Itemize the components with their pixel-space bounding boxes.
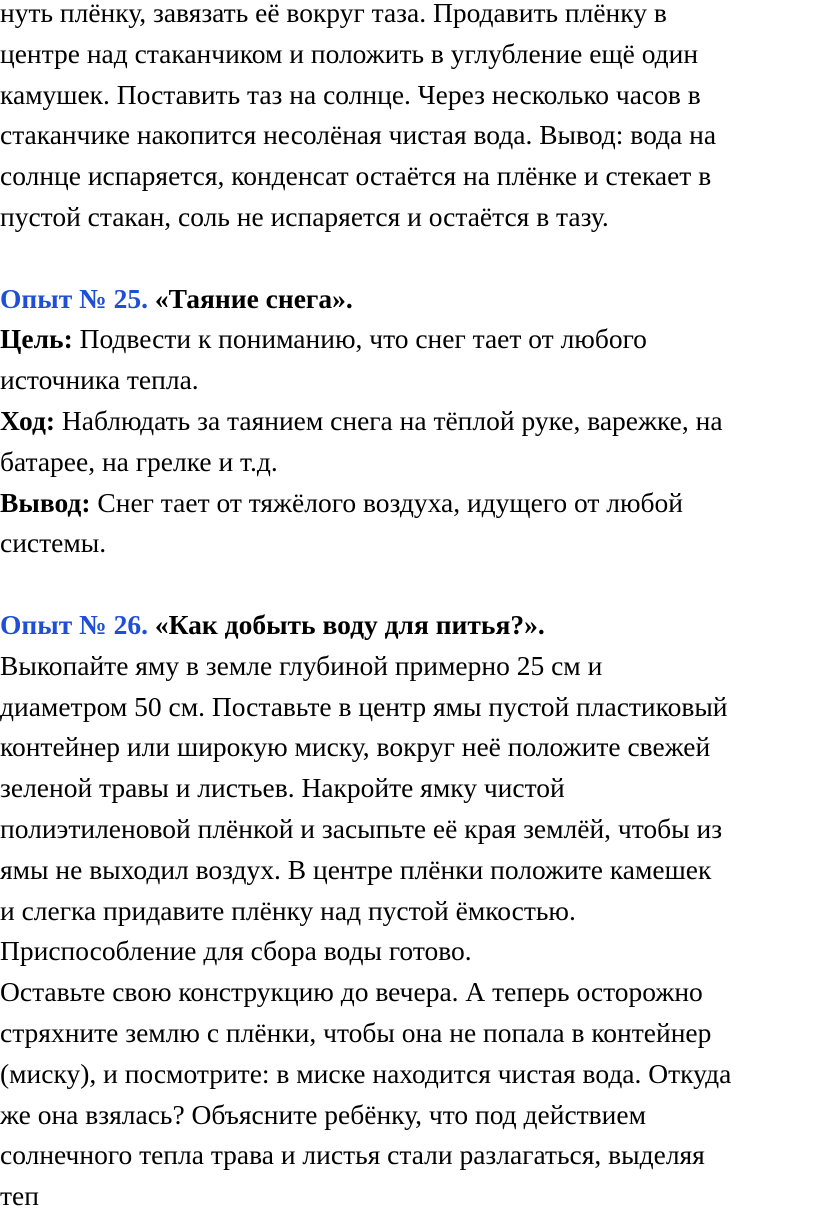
text-line: источника тепла. [0, 364, 199, 396]
paragraph-spacer [0, 238, 816, 279]
text-line: центре над стаканчиком и положить в углубление ещё один [0, 37, 699, 69]
paragraph-spacer [0, 564, 816, 605]
experiment-25-title: «Таяние снега». [154, 282, 353, 314]
experiment-25-process [0, 401, 816, 442]
text-line: нуть плёнку, завязать её вокруг таза. Продавить плёнку в [0, 0, 667, 28]
experiment-25-heading [0, 279, 816, 320]
text-line: Оставьте свою конструкцию до вечера. А теперь осторожно [0, 976, 703, 1008]
goal-label: Цель: [0, 323, 73, 355]
text-line: стаканчике накопится несолёная чистая вода. Вывод: вода на [0, 119, 717, 151]
text-line: солнце испаряется, конденсат остаётся на плёнке и стекает в [0, 160, 712, 192]
experiment-26-number: Опыт № 26. [0, 608, 148, 640]
text-line: зеленой травы и листьев. Накройте ямку чистой [0, 772, 565, 804]
goal-text: Подвести к пониманию, что снег тает от любого [79, 323, 647, 355]
text-line: и слегка придавите плёнку над пустой ёмкостью. [0, 894, 576, 926]
text-line: (миску), и посмотрите: в миске находится чистая вода. Откуда [0, 1057, 732, 1089]
text-line: Приспособление для сбора воды готово. [0, 935, 472, 967]
text-line: ямы не выходил воздух. В центре плёнки положите камешек [0, 853, 712, 885]
experiment-26-heading [0, 605, 816, 646]
text-line: батарее, на грелке и т.д. [0, 445, 278, 477]
text-line: Выкопайте яму в земле глубиной примерно 25 см и [0, 649, 603, 681]
experiment-25-goal [0, 319, 816, 360]
experiment-26-title: «Как добыть воду для питья?». [154, 608, 545, 640]
experiment-25-section [0, 279, 816, 565]
text-line: системы. [0, 527, 107, 559]
experiment-25-conclusion [0, 483, 816, 524]
text-line: теп [0, 1180, 39, 1212]
text-line: полиэтиленовой плёнкой и засыпьте её края землёй, чтобы из [0, 812, 723, 844]
process-text: Наблюдать за таянием снега на тёплой руке, варежке, на [61, 404, 723, 436]
text-line: пустой стакан, соль не испаряется и остаётся в тазу. [0, 200, 609, 232]
text-line: же она взялась? Объясните ребёнку, что под действием [0, 1098, 646, 1130]
process-label: Ход: [0, 404, 56, 436]
conclusion-label: Вывод: [0, 486, 91, 518]
intro-paragraph [0, 0, 816, 238]
text-line: камушек. Поставить таз на солнце. Через несколько часов в [0, 78, 701, 110]
text-line: солнечного тепла трава и листья стали разлагаться, выделяя [0, 1139, 705, 1171]
experiment-26-section [0, 605, 816, 1217]
text-line: стряхните землю с плёнки, чтобы она не попала в контейнер [0, 1016, 712, 1048]
conclusion-text: Снег тает от тяжёлого воздуха, идущего от любой [97, 486, 684, 518]
experiment-25-number: Опыт № 25. [0, 282, 148, 314]
text-line: диаметром 50 см. Поставьте в центр ямы пустой пластиковый [0, 690, 728, 722]
text-line: контейнер или широкую миску, вокруг неё положите свежей [0, 731, 711, 763]
